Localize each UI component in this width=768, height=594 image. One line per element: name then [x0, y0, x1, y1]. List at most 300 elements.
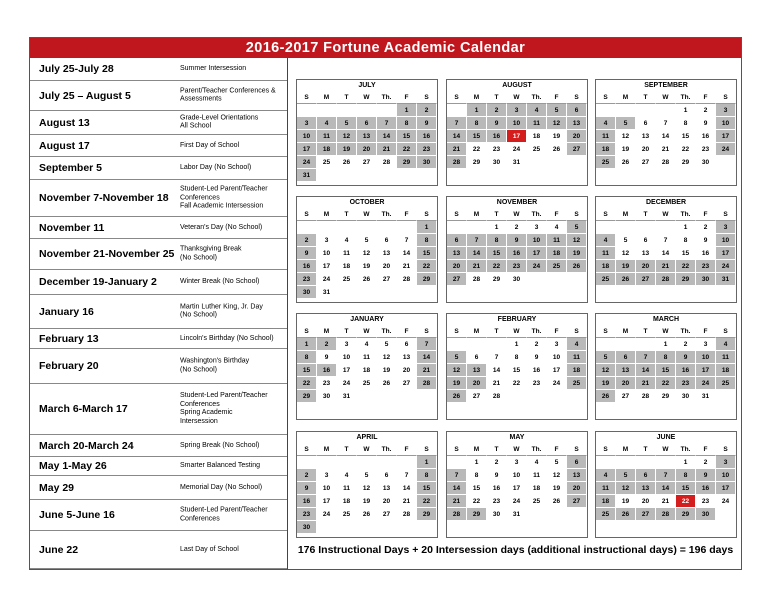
day-cell: 2 [527, 338, 547, 351]
event-row [30, 500, 287, 531]
day-cell: 20 [616, 377, 636, 390]
day-cell: 13 [467, 364, 487, 377]
month-name: AUGUST [447, 80, 587, 92]
day-cell: 16 [487, 482, 507, 495]
weekday-header: F [547, 91, 567, 104]
day-cell: 9 [317, 351, 337, 364]
day-cell: 5 [616, 469, 636, 482]
day-cell [297, 456, 317, 469]
weekday-header: M [317, 325, 337, 338]
day-cell: 4 [357, 338, 377, 351]
day-cell: 13 [377, 482, 397, 495]
day-cell: 2 [696, 221, 716, 234]
weekday-header: S [567, 208, 587, 221]
month-calendar-july [296, 79, 438, 186]
day-cell: 6 [447, 234, 467, 247]
day-cell: 27 [567, 495, 587, 508]
day-cell [337, 169, 357, 182]
day-cell: 24 [547, 377, 567, 390]
day-cell: 23 [487, 495, 507, 508]
day-cell: 28 [656, 508, 676, 521]
day-cell: 6 [616, 351, 636, 364]
day-cell: 31 [317, 286, 337, 299]
day-cell: 5 [447, 351, 467, 364]
day-cell: 26 [616, 156, 636, 169]
event-description: Thanksgiving Break (No School) [180, 245, 242, 261]
event-row [30, 81, 287, 111]
day-cell: 18 [337, 260, 357, 273]
day-cell: 2 [297, 234, 317, 247]
weekday-header: S [596, 91, 616, 104]
day-cell [487, 338, 507, 351]
day-cell: 13 [636, 482, 656, 495]
day-cell [656, 104, 676, 117]
day-cell: 24 [507, 143, 527, 156]
weekday-header: Th. [377, 91, 397, 104]
day-cell: 11 [567, 351, 587, 364]
day-cell: 29 [467, 508, 487, 521]
day-cell: 20 [357, 143, 377, 156]
day-cell: 2 [507, 221, 527, 234]
day-cell: 9 [696, 234, 716, 247]
day-cell [337, 221, 357, 234]
weekday-header: Th. [676, 325, 696, 338]
day-cell: 16 [297, 495, 317, 508]
day-cell [656, 456, 676, 469]
event-description: Smarter Balanced Testing [180, 461, 261, 469]
weekday-header: T [487, 443, 507, 456]
day-cell: 14 [656, 130, 676, 143]
day-cell: 14 [397, 482, 417, 495]
day-cell: 7 [467, 234, 487, 247]
event-description: Parent/Teacher Conferences & Assessments [180, 87, 276, 103]
day-cell: 16 [696, 130, 716, 143]
day-cell: 22 [676, 495, 696, 508]
day-cell: 12 [447, 364, 467, 377]
day-cell: 5 [547, 104, 567, 117]
day-cell [567, 390, 587, 403]
month-calendar-may [446, 431, 588, 538]
weekday-header: W [357, 325, 377, 338]
day-cell: 24 [716, 143, 736, 156]
day-cell [636, 221, 656, 234]
event-description: Spring Break (No School) [180, 441, 260, 449]
day-cell: 18 [317, 143, 337, 156]
day-cell [596, 456, 616, 469]
day-cell: 18 [567, 364, 587, 377]
day-cell: 28 [467, 273, 487, 286]
day-cell: 18 [547, 247, 567, 260]
day-cell: 1 [676, 221, 696, 234]
weekday-header: S [417, 91, 437, 104]
weekday-header: F [696, 325, 716, 338]
day-cell: 28 [656, 156, 676, 169]
day-cell: 17 [527, 247, 547, 260]
day-cell: 8 [417, 469, 437, 482]
day-cell: 11 [596, 482, 616, 495]
weekday-header: T [636, 325, 656, 338]
event-date: December 19-January 2 [39, 276, 157, 288]
weekday-header: Th. [377, 208, 397, 221]
day-cell [567, 273, 587, 286]
day-cell: 16 [527, 364, 547, 377]
month-name: NOVEMBER [447, 197, 587, 209]
day-cell: 17 [507, 130, 527, 143]
day-cell: 19 [377, 364, 397, 377]
day-cell: 16 [676, 364, 696, 377]
event-date: July 25-July 28 [39, 63, 114, 75]
day-cell: 9 [527, 351, 547, 364]
day-cell: 9 [487, 469, 507, 482]
weekday-header: Th. [676, 208, 696, 221]
day-cell: 8 [397, 117, 417, 130]
day-cell: 8 [676, 469, 696, 482]
day-cell [417, 521, 437, 534]
day-cell: 10 [317, 482, 337, 495]
day-cell [317, 169, 337, 182]
day-cell: 30 [297, 286, 317, 299]
day-cell: 22 [297, 377, 317, 390]
day-cell: 24 [297, 156, 317, 169]
day-cell: 25 [357, 377, 377, 390]
day-cell: 27 [636, 156, 656, 169]
day-cell: 11 [317, 130, 337, 143]
day-cell: 14 [656, 482, 676, 495]
day-cell: 4 [337, 234, 357, 247]
day-cell: 16 [696, 247, 716, 260]
day-cell [357, 221, 377, 234]
day-cell: 14 [636, 364, 656, 377]
day-cell: 6 [397, 338, 417, 351]
day-cell: 14 [397, 247, 417, 260]
event-date: June 5-June 16 [39, 509, 115, 521]
weekday-header: W [656, 208, 676, 221]
day-cell [377, 521, 397, 534]
weekday-header: S [716, 91, 736, 104]
day-cell: 16 [487, 130, 507, 143]
day-cell: 5 [547, 456, 567, 469]
day-cell [636, 104, 656, 117]
day-cell: 13 [636, 247, 656, 260]
day-cell: 19 [447, 377, 467, 390]
weekday-header: M [616, 325, 636, 338]
day-cell: 13 [377, 247, 397, 260]
event-description: Veteran's Day (No School) [180, 223, 263, 231]
day-cell: 14 [656, 247, 676, 260]
day-cell: 4 [596, 117, 616, 130]
day-cell [616, 338, 636, 351]
day-cell: 8 [297, 351, 317, 364]
day-cell: 10 [696, 351, 716, 364]
day-cell: 10 [507, 117, 527, 130]
day-cell: 5 [616, 117, 636, 130]
day-cell: 21 [636, 377, 656, 390]
day-cell: 29 [656, 390, 676, 403]
day-cell: 27 [616, 390, 636, 403]
day-cell: 26 [447, 390, 467, 403]
weekday-header: S [596, 443, 616, 456]
weekday-header: S [297, 91, 317, 104]
day-cell: 20 [636, 495, 656, 508]
day-cell: 3 [696, 338, 716, 351]
day-cell: 17 [317, 495, 337, 508]
day-cell: 24 [716, 495, 736, 508]
day-cell [507, 390, 527, 403]
day-cell: 10 [297, 130, 317, 143]
day-cell [596, 338, 616, 351]
weekday-header: M [616, 91, 636, 104]
event-row [30, 135, 287, 157]
weekday-header: S [567, 91, 587, 104]
day-cell: 21 [397, 260, 417, 273]
day-cell: 6 [567, 456, 587, 469]
weekday-header: F [397, 91, 417, 104]
calendar-title: 2016-2017 Fortune Academic Calendar [30, 38, 741, 58]
event-row [30, 349, 287, 384]
day-cell: 29 [676, 273, 696, 286]
day-cell: 16 [696, 482, 716, 495]
day-cell [357, 169, 377, 182]
weekday-header: T [337, 443, 357, 456]
month-name: JUNE [596, 432, 736, 444]
day-cell: 2 [317, 338, 337, 351]
day-cell: 25 [567, 377, 587, 390]
day-cell: 31 [297, 169, 317, 182]
day-cell: 30 [487, 156, 507, 169]
day-cell: 16 [317, 364, 337, 377]
day-cell: 4 [527, 456, 547, 469]
day-cell: 26 [357, 273, 377, 286]
day-cell: 21 [417, 364, 437, 377]
day-cell: 24 [317, 273, 337, 286]
day-cell: 9 [676, 351, 696, 364]
day-cell [527, 390, 547, 403]
day-cell [397, 456, 417, 469]
day-cell: 21 [656, 143, 676, 156]
weekday-header: T [337, 208, 357, 221]
day-cell: 16 [297, 260, 317, 273]
day-cell: 19 [596, 377, 616, 390]
calendar-page [29, 37, 742, 570]
day-cell: 23 [696, 495, 716, 508]
event-date: November 21-November 25 [39, 248, 175, 260]
day-cell: 8 [417, 234, 437, 247]
day-cell: 11 [596, 130, 616, 143]
day-cell: 18 [527, 130, 547, 143]
day-cell [656, 221, 676, 234]
day-cell: 5 [596, 351, 616, 364]
day-cell: 4 [716, 338, 736, 351]
day-cell: 4 [337, 469, 357, 482]
weekday-header: Th. [377, 325, 397, 338]
day-cell: 7 [417, 338, 437, 351]
event-date: May 29 [39, 481, 75, 494]
day-cell: 19 [547, 482, 567, 495]
day-cell: 29 [487, 273, 507, 286]
day-cell: 25 [596, 508, 616, 521]
day-cell [357, 104, 377, 117]
month-calendar-march [595, 313, 737, 420]
day-cell: 12 [337, 130, 357, 143]
day-cell [417, 390, 437, 403]
day-cell: 24 [507, 495, 527, 508]
day-cell: 16 [507, 247, 527, 260]
day-cell: 1 [417, 456, 437, 469]
day-cell: 12 [616, 130, 636, 143]
event-row [30, 435, 287, 457]
month-calendar-june [595, 431, 737, 538]
day-cell [377, 169, 397, 182]
day-cell: 27 [467, 390, 487, 403]
day-cell: 21 [656, 260, 676, 273]
day-cell [337, 286, 357, 299]
day-cell: 3 [297, 117, 317, 130]
day-cell: 3 [507, 104, 527, 117]
day-cell: 15 [656, 364, 676, 377]
day-cell: 24 [317, 508, 337, 521]
day-cell: 19 [337, 143, 357, 156]
weekday-header: S [297, 208, 317, 221]
day-cell: 11 [357, 351, 377, 364]
day-cell [357, 390, 377, 403]
day-cell: 21 [447, 143, 467, 156]
day-cell [547, 156, 567, 169]
day-cell: 12 [596, 364, 616, 377]
day-cell: 27 [447, 273, 467, 286]
day-cell: 24 [716, 260, 736, 273]
day-cell [317, 104, 337, 117]
day-cell: 4 [567, 338, 587, 351]
day-cell: 22 [397, 143, 417, 156]
day-cell: 29 [297, 390, 317, 403]
day-cell: 30 [487, 508, 507, 521]
event-row [30, 217, 287, 239]
day-cell [447, 104, 467, 117]
event-description: Martin Luther King, Jr. Day (No School) [180, 303, 263, 319]
day-cell: 22 [507, 377, 527, 390]
day-cell: 5 [357, 469, 377, 482]
day-cell: 25 [596, 156, 616, 169]
day-cell: 1 [467, 456, 487, 469]
day-cell: 2 [487, 104, 507, 117]
event-row [30, 58, 287, 81]
month-name: MARCH [596, 314, 736, 326]
month-calendar-december [595, 196, 737, 303]
day-cell: 15 [676, 130, 696, 143]
day-cell: 1 [397, 104, 417, 117]
day-cell: 19 [616, 260, 636, 273]
day-cell: 26 [616, 508, 636, 521]
day-cell: 22 [487, 260, 507, 273]
day-cell: 19 [357, 260, 377, 273]
day-cell: 25 [337, 508, 357, 521]
weekday-header: S [417, 208, 437, 221]
day-cell: 6 [467, 351, 487, 364]
day-cell [337, 521, 357, 534]
day-cell: 26 [567, 260, 587, 273]
day-cell: 7 [656, 234, 676, 247]
day-cell: 6 [636, 117, 656, 130]
weekday-header: W [357, 208, 377, 221]
day-cell [397, 390, 417, 403]
day-cell [377, 104, 397, 117]
day-cell: 22 [417, 495, 437, 508]
event-row [30, 295, 287, 329]
day-cell [527, 508, 547, 521]
weekday-header: F [397, 443, 417, 456]
day-cell: 21 [447, 495, 467, 508]
day-cell: 17 [297, 143, 317, 156]
day-cell: 2 [417, 104, 437, 117]
day-cell: 28 [487, 390, 507, 403]
weekday-header: M [467, 91, 487, 104]
weekday-header: S [716, 325, 736, 338]
day-cell: 12 [547, 117, 567, 130]
day-cell: 3 [716, 104, 736, 117]
day-cell [567, 508, 587, 521]
day-cell: 20 [377, 260, 397, 273]
day-cell: 8 [656, 351, 676, 364]
weekday-header: S [447, 91, 467, 104]
day-cell: 10 [716, 234, 736, 247]
weekday-header: Th. [527, 325, 547, 338]
day-cell: 29 [467, 156, 487, 169]
event-date: November 11 [39, 221, 105, 234]
day-cell: 15 [676, 247, 696, 260]
day-cell: 17 [507, 482, 527, 495]
weekday-header: S [716, 443, 736, 456]
weekday-header: Th. [377, 443, 397, 456]
day-cell [616, 221, 636, 234]
day-cell: 22 [467, 143, 487, 156]
day-cell: 27 [636, 508, 656, 521]
weekday-header: S [417, 325, 437, 338]
day-cell [377, 390, 397, 403]
weekday-header: T [636, 208, 656, 221]
weekday-header: W [507, 91, 527, 104]
day-cell: 17 [716, 482, 736, 495]
day-cell: 8 [676, 117, 696, 130]
event-description: Student-Led Parent/Teacher Conferences Spring Academic Intersession [180, 392, 268, 425]
weekday-header: Th. [676, 91, 696, 104]
event-description: Summer Intersession [180, 64, 247, 72]
day-cell [397, 521, 417, 534]
event-date: November 7-November 18 [39, 192, 169, 204]
day-cell: 10 [507, 469, 527, 482]
month-name: MAY [447, 432, 587, 444]
day-cell: 21 [467, 260, 487, 273]
weekday-header: W [656, 325, 676, 338]
day-cell [447, 456, 467, 469]
day-cell: 26 [377, 377, 397, 390]
day-cell: 3 [317, 234, 337, 247]
month-calendar-january [296, 313, 438, 420]
day-cell: 11 [337, 247, 357, 260]
weekday-header: F [397, 325, 417, 338]
day-cell: 28 [417, 377, 437, 390]
month-calendar-october [296, 196, 438, 303]
day-cell: 26 [547, 143, 567, 156]
day-cell [447, 221, 467, 234]
day-cell: 23 [487, 143, 507, 156]
day-cell: 3 [527, 221, 547, 234]
day-cell [297, 221, 317, 234]
day-cell: 31 [716, 273, 736, 286]
day-cell: 26 [547, 495, 567, 508]
month-name: JULY [297, 80, 437, 92]
day-cell: 19 [616, 143, 636, 156]
weekday-header: F [397, 208, 417, 221]
